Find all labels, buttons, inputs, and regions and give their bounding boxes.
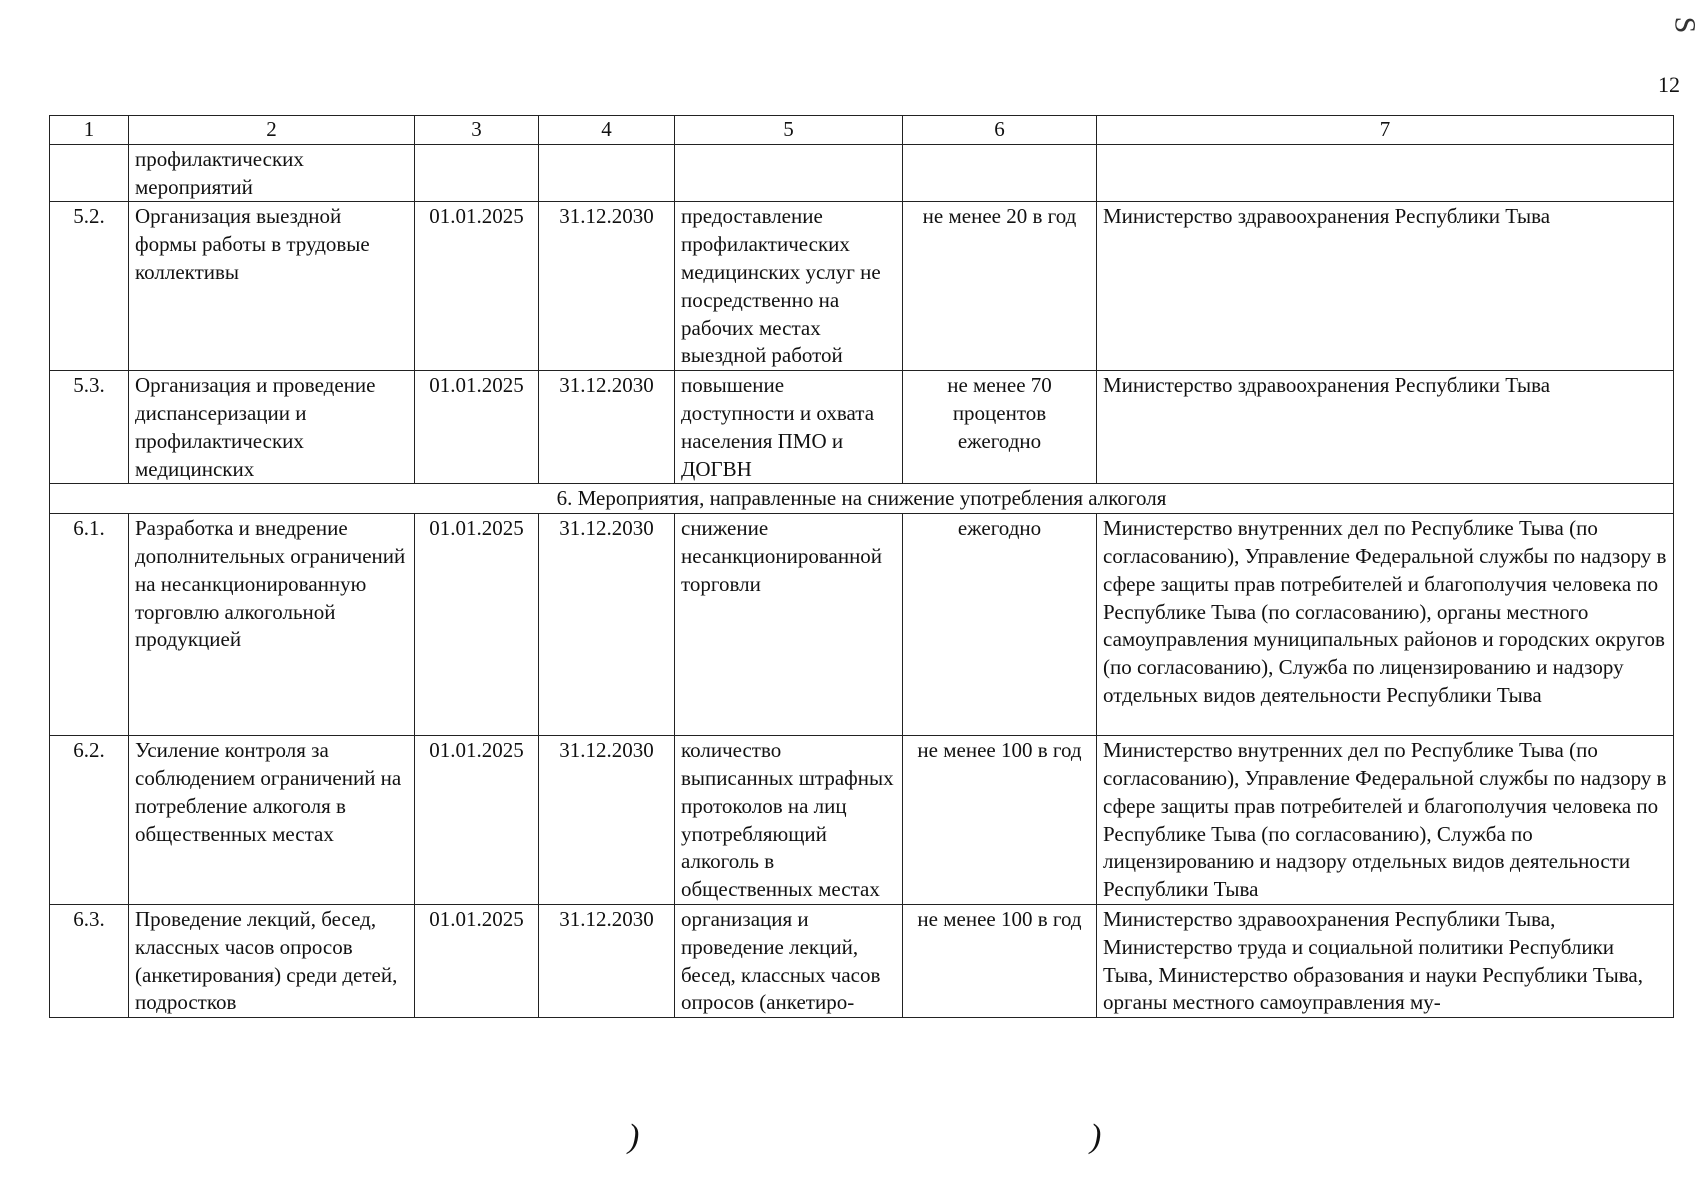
responsible [1097,144,1674,202]
responsible: Министерство внутренних дел по Республике Тыва (по согласованию), Управление Федеральной службы по надзору в сфере защиты прав потребителей и благополучия человека по Республике Тыва (по согласованию), органы местного самоуправления муниципальных районов и городских округов (по согласованию), Служба по лицензированию и надзору отдельных видов деятельности Республики Тыва [1097,514,1674,736]
table-row [50,514,1674,736]
row-number: 5.2. [50,202,129,371]
indicator: не менее 100 в год [903,904,1097,1017]
expected-result: снижение несанкционированной торговли [675,514,903,736]
expected-result: предоставление профилактических медицинских услуг не посредственно на рабочих местах выездной работой [675,202,903,371]
end-date: 31.12.2030 [539,736,675,905]
table-row-continuation [50,144,1674,202]
measures-table [49,115,1674,1018]
responsible: Министерство здравоохранения Республики Тыва, Министерство труда и социальной политики Республики Тыва, Министерство образования и науки Республики Тыва, органы местного самоуправления му- [1097,904,1674,1017]
end-date: 31.12.2030 [539,202,675,371]
table-header-row [50,116,1674,145]
page-number: 12 [1658,72,1680,97]
corner-handwritten-mark: S [1668,16,1701,34]
row-number [50,144,129,202]
start-date: 01.01.2025 [415,371,539,484]
table-row [50,202,1674,371]
row-number: 6.3. [50,904,129,1017]
column-number-header: 2 [129,116,415,145]
end-date: 31.12.2030 [539,371,675,484]
expected-result: количество выписанных штрафных протоколов на лиц употребляющий алкоголь в общественных местах [675,736,903,905]
indicator: ежегодно [903,514,1097,736]
start-date: 01.01.2025 [415,514,539,736]
indicator: не менее 70 процентов ежегодно [903,371,1097,484]
expected-result: организация и проведение лекций, бесед, классных часов опросов (анкетиро- [675,904,903,1017]
expected-result: повышение доступности и охвата населения ПМО и ДОГВН [675,371,903,484]
column-number-header: 6 [903,116,1097,145]
row-number: 6.2. [50,736,129,905]
responsible: Министерство здравоохранения Республики Тыва [1097,202,1674,371]
column-number-header: 1 [50,116,129,145]
column-number-header: 3 [415,116,539,145]
bottom-mark-right: ) [1090,1118,1102,1155]
column-number-header: 4 [539,116,675,145]
end-date [539,144,675,202]
table-row [50,371,1674,484]
section-title: 6. Мероприятия, направленные на снижение употребления алкоголя [50,484,1674,514]
indicator: не менее 100 в год [903,736,1097,905]
event-name: профилактических мероприятий [129,144,415,202]
end-date: 31.12.2030 [539,514,675,736]
table-row [50,736,1674,905]
start-date: 01.01.2025 [415,202,539,371]
expected-result [675,144,903,202]
section-header-row [50,484,1674,514]
indicator: не менее 20 в год [903,202,1097,371]
bottom-mark-left: ) [628,1118,640,1155]
event-name: Организация выездной формы работы в трудовые коллективы [129,202,415,371]
event-name: Организация и проведение диспансеризации и профилактических медицинских [129,371,415,484]
event-name: Усиление контроля за соблюдением ограничений на потребление алкоголя в общественных местах [129,736,415,905]
indicator [903,144,1097,202]
row-number: 6.1. [50,514,129,736]
column-number-header: 7 [1097,116,1674,145]
start-date [415,144,539,202]
start-date: 01.01.2025 [415,736,539,905]
event-name: Разработка и внедрение дополнительных ограничений на несанкционированную торговлю алкогольной продукцией [129,514,415,736]
row-number: 5.3. [50,371,129,484]
responsible: Министерство внутренних дел по Республике Тыва (по согласованию), Управление Федеральной службы по надзору в сфере защиты прав потребителей и благополучия человека по Республике Тыва (по согласованию), Служба по лицензированию и надзору отдельных видов деятельности Республики Тыва [1097,736,1674,905]
column-number-header: 5 [675,116,903,145]
end-date: 31.12.2030 [539,904,675,1017]
start-date: 01.01.2025 [415,904,539,1017]
event-name: Проведение лекций, бесед, классных часов опросов (анкетирования) среди детей, подростков [129,904,415,1017]
table-row [50,904,1674,1017]
responsible: Министерство здравоохранения Республики Тыва [1097,371,1674,484]
